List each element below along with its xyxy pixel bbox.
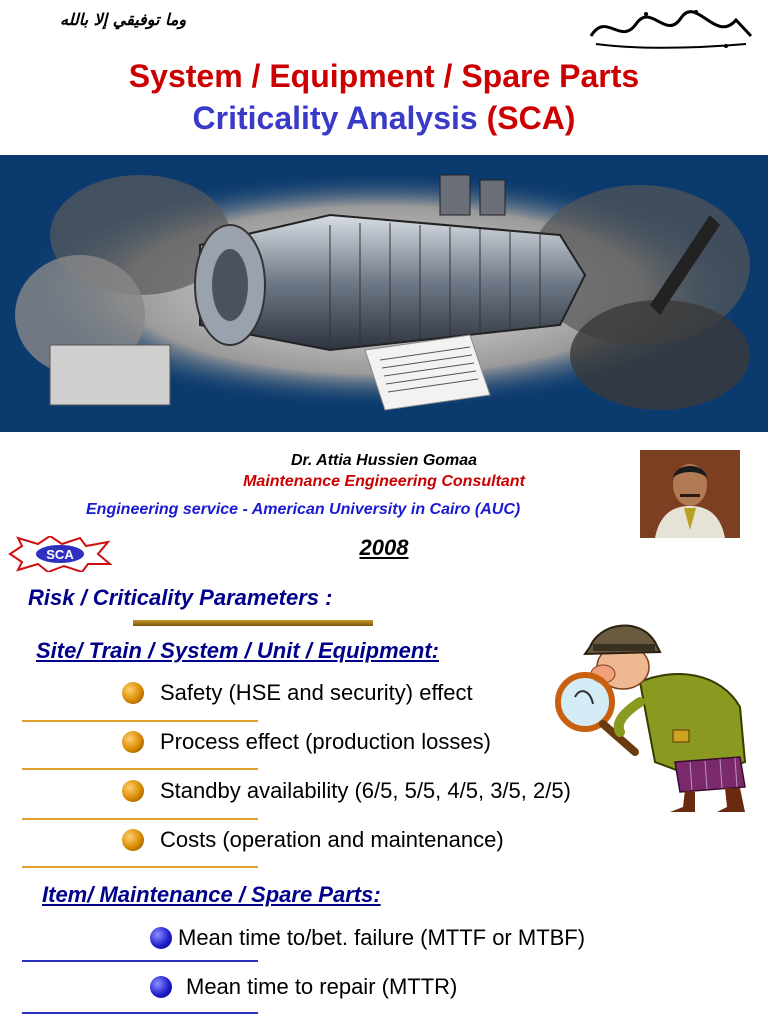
author-photo (640, 450, 740, 538)
list-item-text: Process effect (production losses) (160, 729, 491, 754)
list-item-text: Mean time to/bet. failure (MTTF or MTBF) (178, 925, 586, 950)
risk-parameters-heading: Risk / Criticality Parameters : (28, 585, 333, 610)
title-main: Criticality Analysis (192, 100, 478, 136)
list-item (122, 729, 491, 755)
list-item (122, 680, 473, 706)
orange-bullet-icon (122, 780, 144, 802)
blue-bullet-icon (150, 976, 172, 998)
list-item-text: Standby availability (6/5, 5/5, 4/5, 3/5, 2/5) (160, 778, 571, 803)
turbine-collage-banner (0, 155, 768, 432)
list-item (150, 925, 585, 951)
heading-underline-bar (133, 620, 373, 626)
bullet-separator (22, 768, 258, 770)
sca-starburst-badge (8, 536, 112, 572)
bismillah-calligraphy (586, 6, 756, 50)
bullet-separator (22, 866, 258, 868)
list-item (122, 827, 504, 853)
sca-badge-text: SCA (46, 547, 74, 562)
site-heading: Site/ Train / System / Unit / Equipment: (36, 638, 439, 663)
bullet-separator (22, 720, 258, 722)
author-role: Maintenance Engineering Consultant (243, 473, 525, 490)
item-heading: Item/ Maintenance / Spare Parts: (42, 882, 381, 907)
list-item-text: Safety (HSE and security) effect (160, 680, 473, 705)
author-name: Dr. Attia Hussien Gomaa (290, 452, 478, 469)
list-item-text: Mean time to repair (MTTR) (186, 974, 458, 999)
bullet-separator (22, 818, 258, 820)
orange-bullet-icon (122, 682, 144, 704)
bullet-separator (22, 1012, 258, 1014)
list-item (150, 974, 457, 1000)
blue-bullet-icon (150, 927, 172, 949)
orange-bullet-icon (122, 829, 144, 851)
list-item-text: Costs (operation and maintenance) (160, 827, 504, 852)
bullet-separator (22, 960, 258, 962)
title-line-1: System / Equipment / Spare Parts (128, 58, 640, 94)
orange-bullet-icon (122, 731, 144, 753)
arabic-invocation: وما توفيقي إلا بالله (60, 10, 187, 29)
list-item (122, 778, 571, 804)
detective-magnifier-clipart (545, 612, 767, 817)
title-abbreviation: (SCA) (486, 100, 576, 136)
author-organization: Engineering service - American University in Cairo (AUC) (86, 501, 521, 518)
turbine-collage-image (0, 155, 768, 432)
year: 2008 (359, 535, 409, 560)
title-line-2 (0, 100, 768, 137)
